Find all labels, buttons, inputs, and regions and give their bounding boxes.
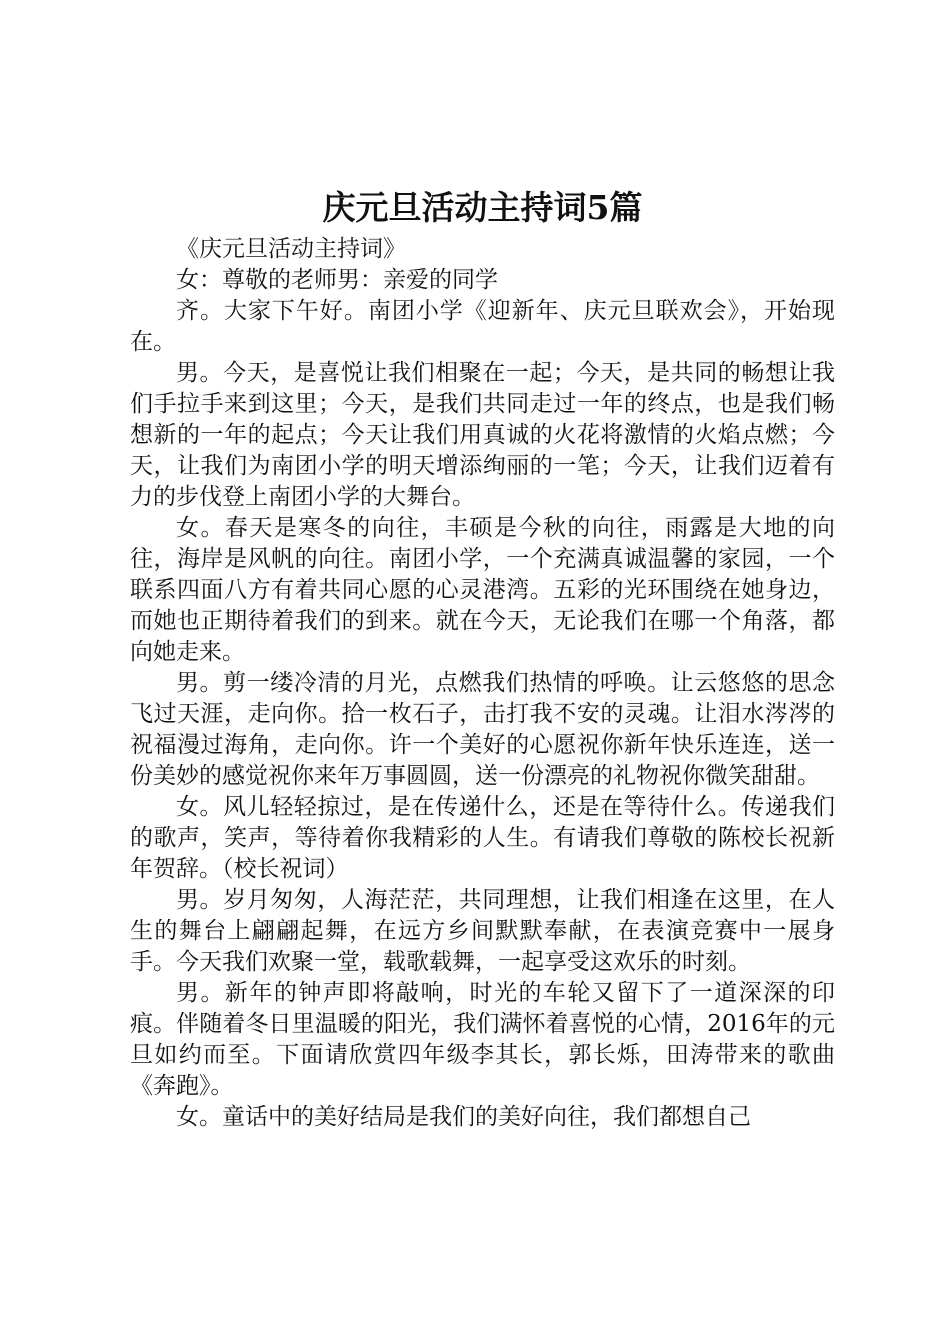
paragraph-male-1: 男。今天，是喜悦让我们相聚在一起；今天，是共同的畅想让我们手拉手来到这里；今天，是我们共同走过一年的终点，也是我们畅想新的一年的起点；今天让我们用真诚的火花将激情的火焰点燃；今天，让我们为南团小学的明天增添绚丽的一笔；今天，让我们迈着有力的步伐登上南团小学的大舞台。 — [130, 360, 835, 510]
paragraph-female-2: 女。风儿轻轻掠过，是在传递什么，还是在等待什么。传递我们的歌声，笑声，等待着你我精彩的人生。有请我们尊敬的陈校长祝新年贺辞。（校长祝词） — [130, 794, 835, 882]
document-title: 庆元旦活动主持词5篇 — [322, 188, 643, 227]
paragraph-greeting: 女：尊敬的老师男：亲爱的同学 — [176, 267, 498, 293]
paragraph-female-3: 女。童话中的美好结局是我们的美好向往，我们都想自己 — [176, 1104, 751, 1130]
paragraph-opening: 齐。大家下午好。南团小学《迎新年、庆元旦联欢会》，开始现在。 — [130, 298, 835, 355]
document-page — [130, 186, 835, 1133]
paragraph-male-3: 男。岁月匆匆，人海茫茫，共同理想，让我们相逢在这里，在人生的舞台上翩翩起舞，在远方乡间默默奉献，在表演竞赛中一展身手。今天我们欢聚一堂，载歌载舞，一起享受这欢乐的时刻。 — [130, 887, 835, 975]
paragraph-female-1: 女。春天是寒冬的向往，丰硕是今秋的向往，雨露是大地的向往，海岸是风帆的向往。南团小学，一个充满真诚温馨的家园，一个联系四面八方有着共同心愿的心灵港湾。五彩的光环围绕在她身边，而她也正期待着我们的到来。就在今天，无论我们在哪一个角落，都向她走来。 — [130, 515, 835, 665]
paragraph-subtitle: 《庆元旦活动主持词》 — [176, 236, 406, 262]
paragraph-male-4: 男。新年的钟声即将敲响，时光的车轮又留下了一道深深的印痕。伴随着冬日里温暖的阳光，我们满怀着喜悦的心情，2016年的元旦如约而至。下面请欣赏四年级李其长，郭长烁，田涛带来的歌曲《奔跑》。 — [130, 980, 835, 1099]
paragraph-male-2: 男。剪一缕冷清的月光，点燃我们热情的呼唤。让云悠悠的思念飞过天涯，走向你。拾一枚石子，击打我不安的灵魂。让泪水涔涔的祝福漫过海角，走向你。许一个美好的心愿祝你新年快乐连连，送一份美妙的感觉祝你来年万事圆圆，送一份漂亮的礼物祝你微笑甜甜。 — [130, 670, 835, 789]
